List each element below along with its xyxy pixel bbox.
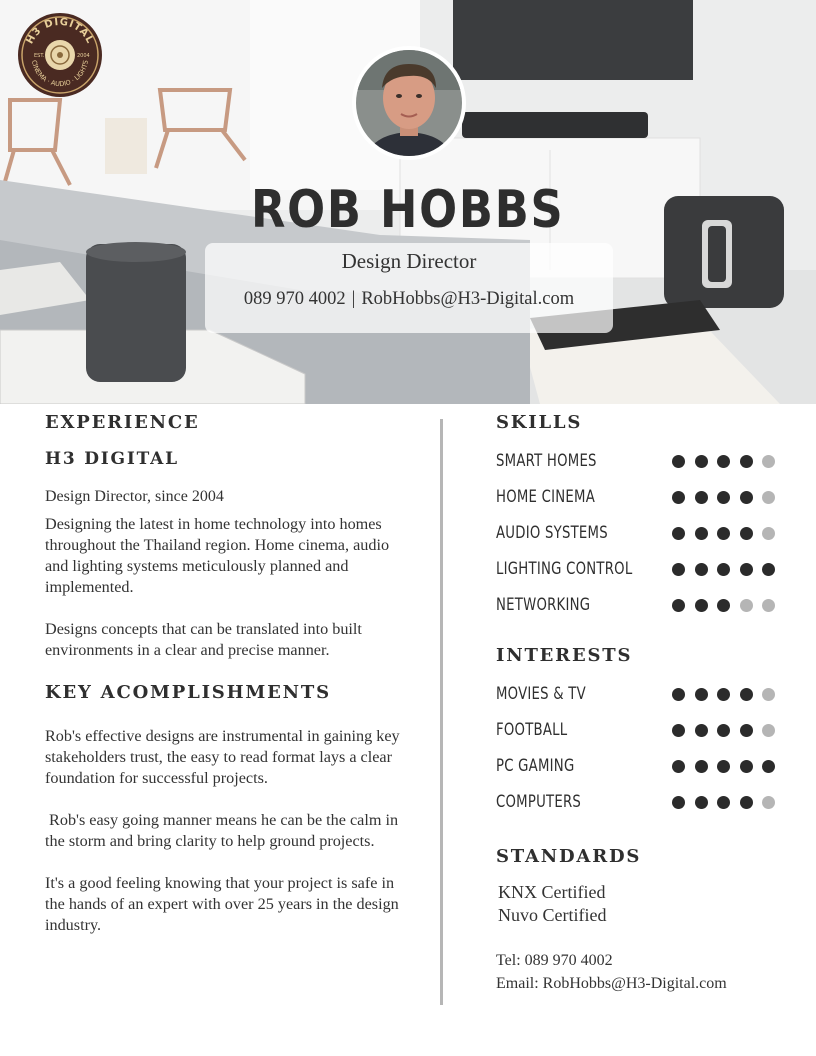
rating-dot-filled: [740, 563, 753, 576]
column-divider: [440, 419, 443, 1005]
skill-label: SMART HOMES: [496, 451, 597, 471]
company-logo: [17, 12, 103, 98]
rating-dot-empty: [762, 527, 775, 540]
rating-dot-filled: [695, 563, 708, 576]
experience-paragraph: Designing the latest in home technology into homes throughout the Thailand region. Home cinema, audio and lighting systems meticulously planned and implemented.: [45, 515, 390, 596]
rating-dot-filled: [672, 491, 685, 504]
rating-dots: [672, 455, 772, 469]
rating-dot-filled: [695, 455, 708, 468]
interest-label: FOOTBALL: [496, 720, 568, 740]
logo-brand-text: H3 DIGITAL: [24, 16, 96, 46]
header-email[interactable]: RobHobbs@H3-Digital.com: [361, 289, 575, 309]
interest-label: MOVIES & TV: [496, 684, 586, 704]
role-line: Design Director, since 2004: [45, 488, 224, 505]
skill-row: [496, 449, 786, 485]
interest-label: COMPUTERS: [496, 792, 582, 812]
company-name: H3 DIGITAL: [45, 449, 179, 469]
rating-dot-filled: [672, 760, 685, 773]
interest-row: [496, 718, 786, 754]
experience-paragraph: Designs concepts that can be translated into built environments in a clear and precise manner.: [45, 620, 362, 659]
rating-dots: [672, 760, 772, 774]
rating-dots: [672, 599, 772, 613]
left-column: [45, 412, 405, 936]
rating-dot-empty: [740, 599, 753, 612]
job-title: Design Director: [341, 249, 477, 273]
rating-dot-empty: [762, 491, 775, 504]
person-portrait-icon: [356, 50, 462, 156]
standard-item: KNX Certified: [498, 882, 606, 902]
rating-dot-filled: [717, 599, 730, 612]
standards-heading: STANDARDS: [496, 846, 642, 867]
rating-dot-filled: [695, 688, 708, 701]
interests-list: [496, 682, 786, 826]
interest-row: [496, 754, 786, 790]
rating-dot-filled: [695, 760, 708, 773]
accomplishment-paragraph: It's a good feeling knowing that your project is safe in the hands of an expert with over 25 years in the design industry.: [45, 874, 399, 934]
rating-dot-empty: [762, 688, 775, 701]
rating-dot-empty: [762, 599, 775, 612]
rating-dots: [672, 688, 772, 702]
rating-dot-filled: [740, 796, 753, 809]
skill-label: HOME CINEMA: [496, 487, 595, 507]
rating-dots: [672, 563, 772, 577]
contact-card: [205, 243, 613, 333]
rating-dot-filled: [740, 491, 753, 504]
accomplishment-paragraph: Rob's effective designs are instrumental in gaining key stakeholders trust, the easy to read format lays a clear foundation for successful projects.: [45, 727, 400, 787]
header-phone[interactable]: 089 970 4002: [243, 289, 346, 309]
experience-heading: EXPERIENCE: [45, 412, 200, 433]
rating-dot-filled: [762, 563, 775, 576]
skill-row: [496, 557, 786, 593]
skill-row: [496, 593, 786, 629]
logo-est-text: EST.: [34, 53, 45, 59]
skill-label: NETWORKING: [496, 595, 591, 615]
logo-tagline-text: CINEMA · AUDIO · LIGHTS: [30, 59, 90, 89]
rating-dot-filled: [717, 563, 730, 576]
rating-dot-filled: [672, 688, 685, 701]
rating-dot-empty: [762, 724, 775, 737]
logo-badge-icon: [17, 12, 103, 98]
profile-photo: [352, 46, 466, 160]
rating-dot-filled: [672, 599, 685, 612]
rating-dot-filled: [695, 491, 708, 504]
logo-year-text: 2004: [77, 53, 90, 59]
rating-dot-filled: [695, 599, 708, 612]
skill-row: [496, 521, 786, 557]
rating-dot-filled: [717, 760, 730, 773]
rating-dots: [672, 491, 772, 505]
contact-separator: |: [351, 289, 356, 309]
rating-dot-filled: [740, 527, 753, 540]
hero-banner: [0, 0, 816, 404]
skill-label: LIGHTING CONTROL: [496, 559, 633, 579]
rating-dot-filled: [695, 527, 708, 540]
rating-dot-filled: [672, 455, 685, 468]
person-name: ROB HOBBS: [251, 180, 565, 240]
rating-dot-filled: [717, 796, 730, 809]
rating-dots: [672, 724, 772, 738]
right-column: [496, 412, 786, 995]
rating-dots: [672, 527, 772, 541]
interest-row: [496, 790, 786, 826]
rating-dot-filled: [672, 724, 685, 737]
skills-list: [496, 449, 786, 629]
footer-contact: [496, 949, 786, 995]
rating-dot-filled: [740, 724, 753, 737]
rating-dot-filled: [740, 688, 753, 701]
skill-row: [496, 485, 786, 521]
footer-email[interactable]: Email: RobHobbs@H3-Digital.com: [496, 975, 727, 992]
rating-dot-filled: [672, 796, 685, 809]
rating-dots: [672, 796, 772, 810]
rating-dot-filled: [762, 760, 775, 773]
interests-heading: INTERESTS: [496, 645, 633, 666]
skills-heading: SKILLS: [496, 412, 583, 433]
rating-dot-filled: [695, 724, 708, 737]
interest-label: PC GAMING: [496, 756, 575, 776]
standards-list: [496, 881, 786, 927]
standard-item: Nuvo Certified: [498, 905, 607, 925]
rating-dot-filled: [717, 455, 730, 468]
rating-dot-filled: [740, 760, 753, 773]
rating-dot-filled: [717, 491, 730, 504]
contact-line: [205, 289, 613, 310]
rating-dot-filled: [672, 563, 685, 576]
accomplishment-paragraph: Rob's easy going manner means he can be the calm in the storm and bring clarity to help ground projects.: [45, 811, 403, 850]
footer-tel[interactable]: Tel: 089 970 4002: [496, 952, 613, 969]
skill-label: AUDIO SYSTEMS: [496, 523, 608, 543]
rating-dot-filled: [717, 527, 730, 540]
rating-dot-empty: [762, 455, 775, 468]
rating-dot-empty: [762, 796, 775, 809]
rating-dot-filled: [740, 455, 753, 468]
rating-dot-filled: [717, 688, 730, 701]
rating-dot-filled: [717, 724, 730, 737]
rating-dot-filled: [672, 527, 685, 540]
interest-row: [496, 682, 786, 718]
rating-dot-filled: [695, 796, 708, 809]
accomplishments-heading: KEY ACOMPLISHMENTS: [45, 682, 331, 703]
